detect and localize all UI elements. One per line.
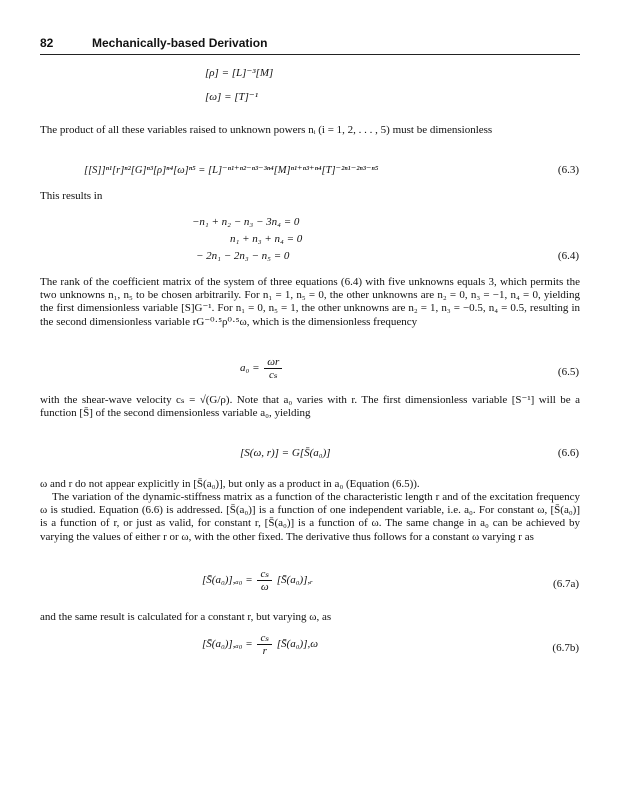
- equation-6-5-fraction: [264, 356, 282, 381]
- equation-number-6-4: (6.4): [557, 250, 579, 262]
- equation-6-7a-fraction: [257, 568, 272, 593]
- equation-6-7a-numerator: cₛ: [257, 568, 272, 581]
- equation-number-6-5: (6.5): [557, 366, 579, 378]
- equation-6-7a: [202, 568, 313, 593]
- paragraph-rank-coefficient-matrix: The rank of the coefficient matrix of the system of three equations (6.4) with five unknowns equals 3, which permits the two unknowns n₁, n₅ to be chosen arbitrarily. For n₁ = 1, n₅ = 0, the other unknowns are n₂ = 0, n₃ = −1, n₄ = 0, yielding the first dimensionless variable [S]G⁻¹. For n₁ = 0, n₅ = 1, the other unknowns are n₂ = 1, n₃ = −0.5, n₄ = 0.5, resulting in the second dimensionless variable rG⁻⁰·⁵ρ⁰·⁵ω, which is the dimensionless frequency: [40, 276, 580, 328]
- equation-number-6-7a: (6.7a): [553, 578, 579, 590]
- equation-6-5: [240, 356, 284, 381]
- equation-6-7b-denominator: r: [262, 645, 267, 657]
- equation-6-7b-fraction: [257, 632, 272, 657]
- paragraph-shear-wave-velocity: with the shear-wave velocity cₛ = √(G/ρ). Note that a₀ varies with r. The first dimensionless variable [S⁻¹] will be a function [S̄] of the second dimensionless variable a₀, yielding: [40, 394, 580, 420]
- equation-6-7a-denominator: ω: [260, 581, 269, 593]
- running-head: [40, 36, 580, 55]
- equation-6-7a-lhs: [S̄(a₀)],ₐ₀ =: [202, 574, 253, 587]
- equation-number-6-3: (6.3): [557, 164, 579, 176]
- paragraph-omega-r-product: ω and r do not appear explicitly in [S̄(a₀)], but only as a product in a₀ (Equation (6.5)).: [40, 478, 420, 490]
- paragraph-variation-stiffness: The variation of the dynamic-stiffness matrix as a function of the characteristic length r and of the excitation frequency ω is studied. Equation (6.6) is addressed. [S̄(a₀)] is a function of one independent variable, i.e. a₀. For constant ω, [S̄(a₀)] is a function of r, or just as valid, for constant r, [S̄(a₀)] is a function of ω. The same change in a₀ can be achieved by varying the values of either r or ω, with the other fixed. The derivative thus follows for a constant ω varying r as: [40, 491, 580, 543]
- equation-omega-dimension: [ω] = [T]⁻¹: [205, 91, 259, 103]
- equation-number-6-6: (6.6): [557, 447, 579, 459]
- equation-6-5-lhs: a₀ =: [240, 362, 260, 375]
- equation-number-6-7b: (6.7b): [552, 642, 579, 654]
- paragraph-product-dimensionless: The product of all these variables raised to unknown powers nᵢ (i = 1, 2, . . . , 5) must be dimensionless: [40, 124, 493, 136]
- equation-6-7b-numerator: cₛ: [257, 632, 272, 645]
- equation-6-7b-lhs: [S̄(a₀)],ₐ₀ =: [202, 638, 253, 651]
- equation-rho-dimension: [ρ] = [L]⁻³[M]: [205, 67, 274, 79]
- equation-6-5-numerator: ωr: [264, 356, 282, 369]
- equation-6-7b: [202, 632, 318, 657]
- equation-6-6: [S(ω, r)] = G[S̄(a₀)]: [240, 447, 331, 459]
- equation-6-7b-rhs: [S̄(a₀)],ω: [276, 638, 319, 651]
- equation-6-3: [[S]]ⁿ¹[r]ⁿ²[G]ⁿ³[ρ]ⁿ⁴[ω]ⁿ⁵ = [L]⁻ⁿ¹⁺ⁿ²⁻ⁿ³⁻³ⁿ⁴[M]ⁿ¹⁺ⁿ³⁺ⁿ⁴[T]⁻²ⁿ¹⁻²ⁿ³⁻ⁿ⁵: [84, 165, 379, 176]
- equation-6-7a-rhs: [S̄(a₀)],ᵣ: [276, 574, 313, 587]
- equation-6-4-line-2: n₁ + n₃ + n₄ = 0: [230, 233, 303, 245]
- paragraph-constant-r: and the same result is calculated for a constant r, but varying ω, as: [40, 611, 332, 623]
- paragraph-this-results-in: This results in: [40, 190, 103, 202]
- equation-6-5-denominator: cₛ: [268, 369, 278, 381]
- equation-6-4-line-1: −n₁ + n₂ − n₃ − 3n₄ = 0: [192, 216, 300, 228]
- equation-6-4-line-3: − 2n₁ − 2n₃ − n₅ = 0: [196, 250, 290, 262]
- page-number: 82: [40, 36, 54, 50]
- chapter-title: Mechanically-based Derivation: [92, 36, 268, 50]
